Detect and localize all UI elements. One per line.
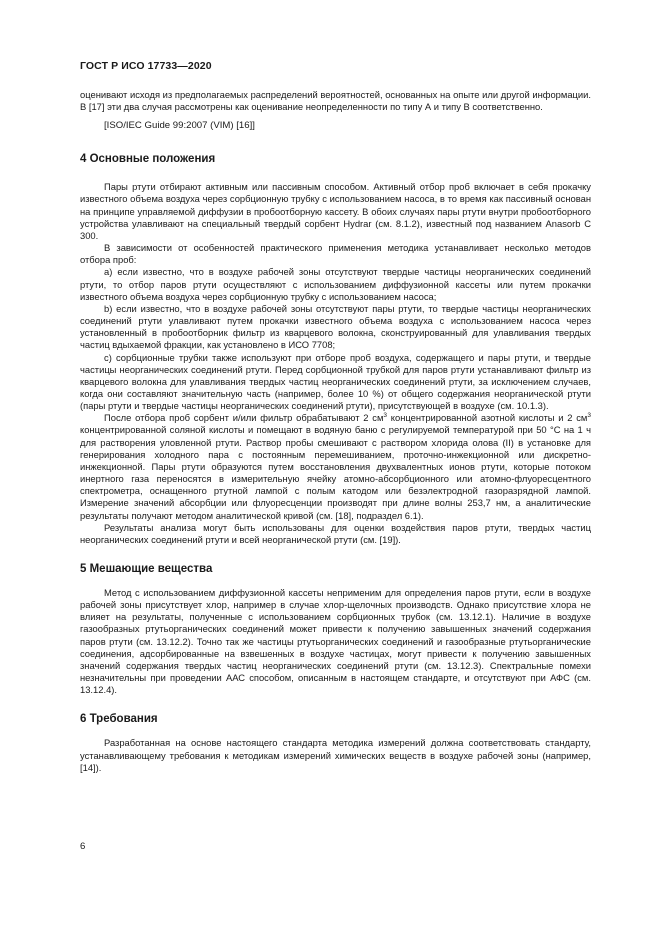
section-4-paragraph-2: В зависимости от особенностей практического применения методика устанавливает несколько методов отбора проб: [80, 242, 591, 266]
superscript-3: 3 [383, 412, 388, 420]
section-4-heading: 4 Основные положения [80, 153, 216, 166]
section-5-paragraph-1: Метод с использованием диффузионной кассеты неприменим для определения паров ртути, если в воздухе рабочей зоны присутствует хлор, например в случае хлор-щелочных производств. Однако присутствие хлора не влияет на результаты, полученные с использованием сорбционных трубок (см. 13.12.1). Наличие в воздухе газообразных ртутьорганических соединений может привести к получению завышенных значений содержания паров ртути (см. 13.12.2). Точно так же частицы ртутьорганических соединений и газообразные ртутьорганические соединения, адсорбированные на взвешенных в воздухе частицах, могут привести к получению завышенных значений содержания твердых частиц неорганических соединений ртути (см. 13.12.3). Спектральные помехи незначительны при проведении ААС способом, описанным в настоящем стандарте, и отсутствуют при АФС (см. 13.12.4). [80, 587, 591, 696]
document-header: ГОСТ Р ИСО 17733—2020 [80, 60, 212, 72]
section-4-paragraph-1: Пары ртути отбирают активным или пассивным способом. Активный отбор проб включает в себя прокачку известного объема воздуха через сорбционную трубку с использованием насоса, в то время как пассивный основан на принципе управляемой диффузии в пробоотборную кассету. В обоих случаях пары ртути внутри пробоотборного устройства улавливают на специальный твердый сорбент Hydrar (см. 8.1.2), известный под названием Anasorb C 300. [80, 181, 591, 241]
section-6-heading: 6 Требования [80, 713, 158, 726]
section-4-paragraph-results: Результаты анализа могут быть использованы для оценки воздействия паров ртути, твердых частиц неорганических соединений ртути и всей неорганической ртути (см. [19]). [80, 521, 591, 545]
procedure-text-b: концентрированной азотной кислоты и 2 см [387, 412, 588, 424]
section-6-paragraph-1: Разработанная на основе настоящего стандарта методика измерений должна соответствовать стандарту, устанавливающему требования к методикам измерений химических веществ в воздухе рабочей зоны (например, [14]). [80, 737, 591, 773]
intro-paragraph: оценивают исходя из предполагаемых распределений вероятностей, основанных на опыте или другой информации. В [17] эти два случая рассмотрены как оценивание неопределенности по типу А и типу В соответственно. [80, 89, 591, 113]
section-4-item-a: a) если известно, что в воздухе рабочей зоны отсутствуют твердые частицы неорганических соединений ртути, то отбор паров ртути осуществляют с использованием диффузионной кассеты или путем прокачки известного объема воздуха через сорбционную трубку с использованием насоса; [80, 266, 591, 302]
superscript-3: 3 [587, 412, 591, 420]
section-4-item-b: b) если известно, что в воздухе рабочей зоны отсутствуют пары ртути, то твердые частицы неорганических соединений ртути улавливают путем прокачки известного объема воздуха с использованием насоса через установленный в пробоотборник фильтр из кварцевого волокна, сконструированный для улавливания твердых частиц вдыхаемой фракции, как установлено в ИСО 7708; [80, 302, 591, 351]
procedure-text-c: концентрированной соляной кислоты и помещают в водяную баню с регулируемой температурой при 50 °C на 1 ч для растворения уловленной ртути. Раствор пробы смешивают с раствором хлорида олова (II) в установке для генерирования холодного пара с постоянным перемешиванием, проточно-инжекционной или дискретно-инжекционной. Пары ртути образуются путем восстановления двухвалентных ионов ртути, которые потоком инертного газа переносятся в измерительную ячейку атомно-абсорбционного или атомно-флуоресцентного спектрометра, оснащенного ртутной лампой с полым катодом или безэлектродной газоразрядной лампой. Измерение значений абсорбции или флуоресценции производят при длине волны 253,7 нм, а аналитические результаты получают методом аналитической кривой (см. [18], подраздел 6.1). [80, 424, 591, 521]
reference-citation: [ISO/IEC Guide 99:2007 (VIM) [16]] [104, 120, 255, 132]
page-number: 6 [80, 841, 86, 852]
section-4-paragraph-procedure [80, 412, 591, 521]
page-content [80, 89, 591, 774]
section-4-item-c: c) сорбционные трубки также используют при отборе проб воздуха, содержащего и пары ртути, и твердые частицы неорганических соединений ртути. Перед сорбционной трубкой для паров ртути устанавливают фильтр из кварцевого волокна для улавливания твердых частиц неорганических соединений ртути, за исключением случаев, когда они составляют значительную часть (например, более 10 %) от общего содержания неорганической ртути (пары ртути и твердые частицы неорганических соединений ртути), присутствующей в воздухе (см. 10.1.3). [80, 351, 591, 412]
procedure-text-a: После отбора проб сорбент и/или фильтр обрабатывают 2 см [104, 412, 384, 424]
section-5-heading: 5 Мешающие вещества [80, 563, 213, 575]
